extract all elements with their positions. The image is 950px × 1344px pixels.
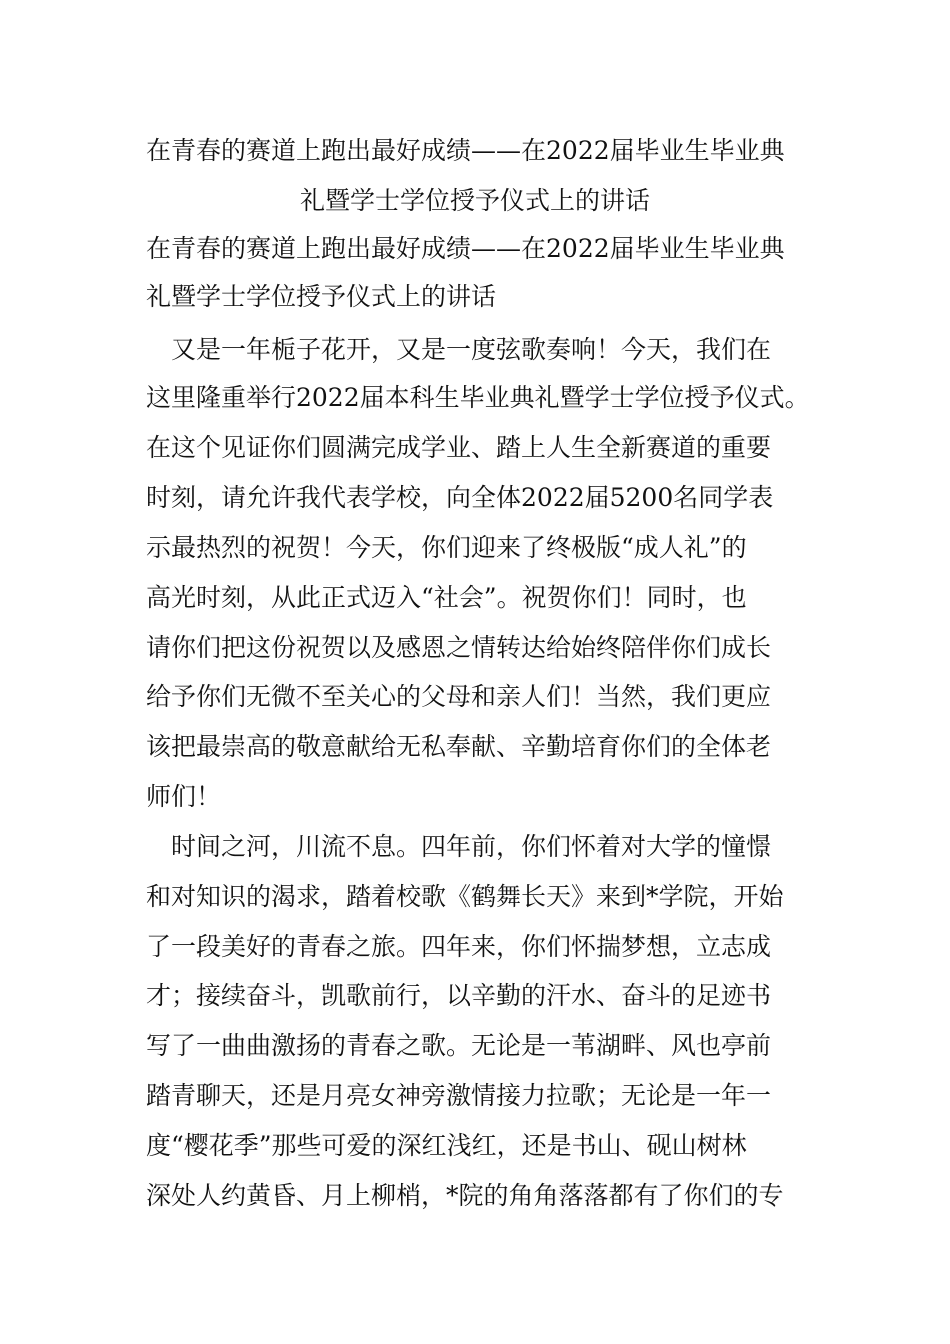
body-line: 踏青聊天，还是月亮女神旁激情接力拉歌；无论是一年一 bbox=[146, 1081, 772, 1110]
body-line: 写了一曲曲激扬的青春之歌。无论是一苇湖畔、风也亭前 bbox=[146, 1031, 772, 1060]
body-line: 度“樱花季”那些可爱的深红浅红，还是书山、砚山树林 bbox=[146, 1131, 747, 1160]
body-line: 在这个见证你们圆满完成学业、踏上人生全新赛道的重要 bbox=[146, 433, 772, 462]
body-line: 这里隆重举行2022届本科生毕业典礼暨学士学位授予仪式。 bbox=[146, 383, 810, 412]
title-line-2: 礼暨学士学位授予仪式上的讲话 bbox=[299, 186, 650, 215]
body-line: 深处人约黄昏、月上柳梢，*院的角角落落都有了你们的专 bbox=[146, 1181, 784, 1210]
body-line: 在青春的赛道上跑出最好成绩——在2022届毕业生毕业典 bbox=[146, 234, 785, 263]
body-line: 给予你们无微不至关心的父母和亲人们！当然，我们更应 bbox=[146, 682, 772, 711]
body-line: 示最热烈的祝贺！今天，你们迎来了终极版“成人礼”的 bbox=[146, 533, 747, 562]
body-line: 高光时刻，从此正式迈入“社会”。祝贺你们！同时，也 bbox=[146, 583, 747, 612]
body-line: 该把最崇高的敬意献给无私奉献、辛勤培育你们的全体老 bbox=[146, 732, 772, 761]
body-line: 和对知识的渴求，踏着校歌《鹤舞长天》来到*学院，开始 bbox=[146, 882, 784, 911]
body-line: 时间之河，川流不息。四年前，你们怀着对大学的憧憬 bbox=[146, 832, 772, 861]
body-line: 了一段美好的青春之旅。四年来，你们怀揣梦想，立志成 bbox=[146, 932, 772, 961]
body-line: 时刻，请允许我代表学校，向全体2022届5200名同学表 bbox=[146, 483, 774, 512]
body-line: 请你们把这份祝贺以及感恩之情转达给始终陪伴你们成长 bbox=[146, 633, 772, 662]
body-line: 礼暨学士学位授予仪式上的讲话 bbox=[146, 282, 497, 311]
body-line: 才；接续奋斗，凯歌前行，以辛勤的汗水、奋斗的足迹书 bbox=[146, 981, 772, 1010]
body-line: 师们！ bbox=[146, 782, 222, 811]
title-line-1: 在青春的赛道上跑出最好成绩——在2022届毕业生毕业典 bbox=[146, 136, 785, 165]
body-line: 又是一年栀子花开，又是一度弦歌奏响！今天，我们在 bbox=[146, 335, 772, 364]
